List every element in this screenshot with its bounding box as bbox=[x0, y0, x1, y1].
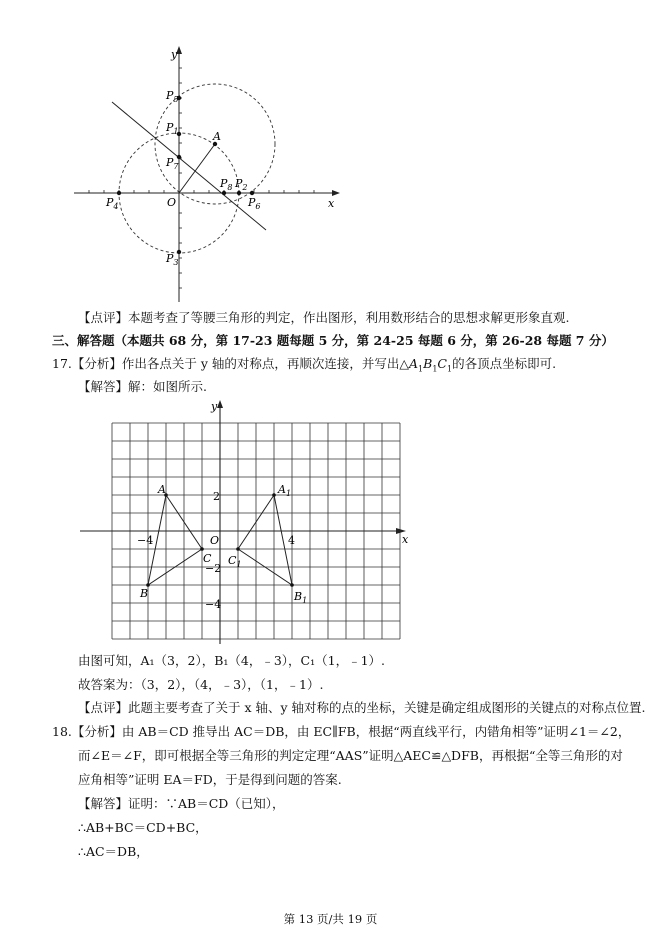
bisector-line bbox=[112, 102, 266, 230]
label-B1: $B_1$ bbox=[294, 590, 308, 605]
q18-step-2: ∴AC＝DB， bbox=[78, 844, 149, 859]
q18-step-1: ∴AB+BC＝CD+BC， bbox=[78, 820, 208, 835]
label-p2: $P_2$ bbox=[235, 177, 248, 192]
figure-isosceles-construction bbox=[60, 40, 350, 310]
q17-result: 由图可知，A₁（3，2），B₁（4，﹣3），C₁（1，﹣1）. bbox=[78, 653, 386, 668]
triangle-abc bbox=[148, 495, 202, 585]
point-p7 bbox=[177, 155, 181, 159]
point-p2 bbox=[237, 191, 241, 195]
q18-analysis-3: 应角相等”证明 EA＝FD，于是得到问题的答案. bbox=[78, 772, 342, 787]
label-A: A bbox=[158, 483, 166, 496]
points bbox=[117, 96, 254, 254]
grid-label-y: y bbox=[211, 400, 218, 413]
q17-comment: 【点评】此题主要考查了关于 x 轴、y 轴对称的点的坐标，关键是确定组成图形的关键点的对称点位置. bbox=[78, 700, 646, 715]
label-B: B bbox=[140, 587, 149, 600]
label-A1: $A_1$ bbox=[278, 483, 292, 498]
x-axis-arrow bbox=[332, 190, 340, 196]
label-p6: $P_6$ bbox=[248, 196, 261, 211]
segment-oa bbox=[179, 144, 215, 193]
label-a: A bbox=[213, 130, 221, 143]
label-origin: O bbox=[167, 196, 177, 209]
label-p7: $P_7$ bbox=[166, 156, 179, 171]
point-p3 bbox=[177, 250, 181, 254]
section-3-heading: 三、解答题（本题共 68 分，第 17-23 题每题 5 分，第 24-25 每题 6 分，第 26-28 每题 7 分） bbox=[52, 333, 614, 348]
q18-analysis-1: 18.【分析】由 AB＝CD 推导出 AC＝DB，由 EC∥FB，根据“两直线平行，内错角相等”证明∠1＝∠2， bbox=[52, 724, 631, 739]
q17-analysis: 17.【分析】作出各点关于 y 轴的对称点，再顺次连接，并写出$\triangle A_1B_1C_1$的各顶点坐标即可. bbox=[52, 356, 557, 374]
label-p4: $P_4$ bbox=[106, 196, 119, 211]
label-x: x bbox=[328, 197, 335, 210]
point-p4 bbox=[117, 191, 121, 195]
comment-16: 【点评】本题考查了等腰三角形的判定，作出图形，利用数形结合的思想求解更形象直观. bbox=[78, 310, 570, 325]
tick-x-neg4: −4 bbox=[137, 534, 154, 547]
label-p3: $P_3$ bbox=[166, 252, 179, 267]
q18-analysis-2: 而∠E＝∠F，即可根据全等三角形的判定定理“AAS”证明△AEC≌△DFB，再根据“全等三角形的对 bbox=[78, 748, 623, 763]
point-p8 bbox=[222, 191, 226, 195]
grid-label-x: x bbox=[402, 533, 409, 546]
q18-answer: 【解答】证明：∵AB＝CD（已知）， bbox=[78, 796, 285, 811]
point-p6 bbox=[250, 191, 254, 195]
q17-answer: 【解答】解：如图所示. bbox=[78, 379, 207, 394]
grid-label-origin: O bbox=[210, 534, 220, 547]
q17-final: 故答案为：（3，2），（4，﹣3），（1，﹣1）. bbox=[78, 677, 324, 692]
figure-grid-reflection bbox=[76, 396, 412, 646]
label-p8: $P_8$ bbox=[220, 177, 233, 192]
tick-y-neg2: −2 bbox=[205, 562, 222, 575]
triangle-a1b1c1 bbox=[238, 495, 292, 585]
label-y: y bbox=[171, 48, 178, 61]
page-footer: 第 13 页/共 19 页 bbox=[283, 912, 378, 926]
tick-y-neg4: −4 bbox=[205, 598, 222, 611]
label-C: C bbox=[203, 552, 212, 565]
label-p1: $P_1$ bbox=[166, 121, 179, 136]
tick-x-4: 4 bbox=[288, 534, 295, 547]
tick-y-2: 2 bbox=[213, 490, 220, 503]
label-p5: $P_5$ bbox=[166, 89, 179, 104]
label-C1: $C_1$ bbox=[228, 554, 242, 569]
grid-y-arrow bbox=[217, 400, 223, 408]
